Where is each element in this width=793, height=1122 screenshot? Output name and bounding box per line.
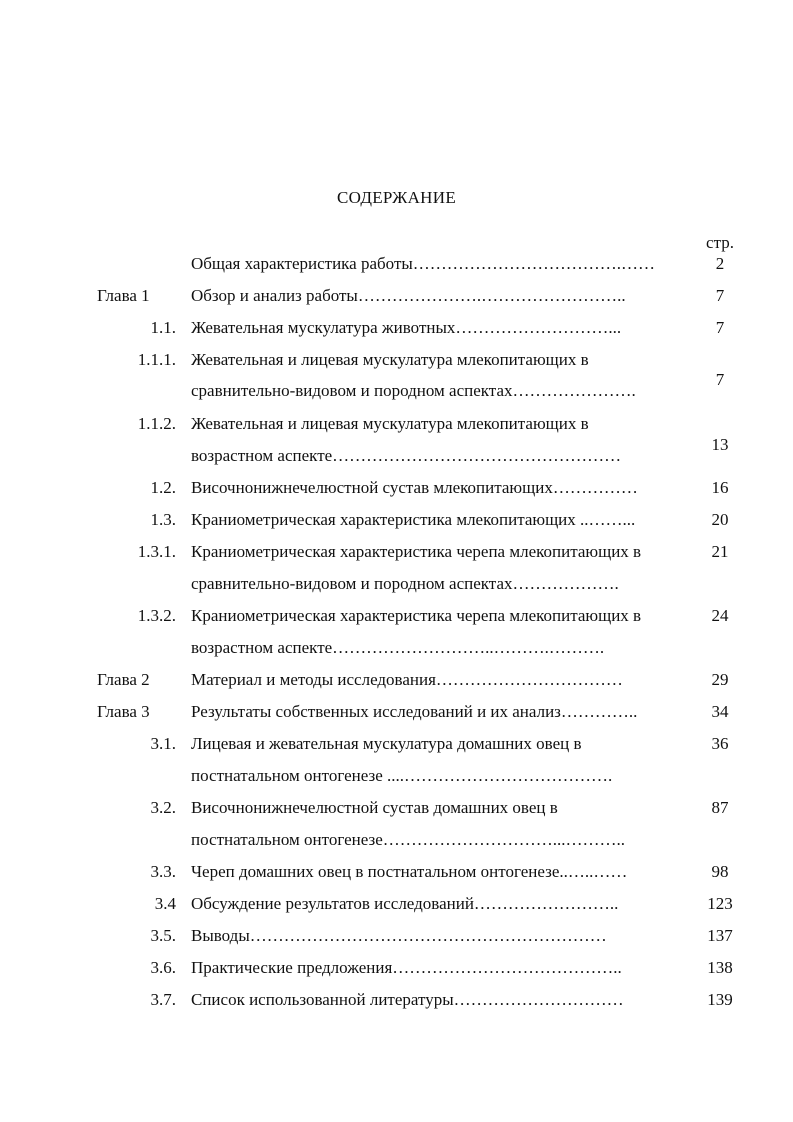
toc-entry-number: 3.5.	[150, 926, 176, 945]
toc-entry-title-continued: сравнительно-видовом и породном аспектах………………….	[191, 381, 636, 400]
toc-entry-number: 3.1.	[150, 734, 176, 753]
page-column-header: стр.	[706, 233, 734, 252]
toc-entry-number: 1.2.	[150, 478, 176, 497]
toc-entry-title-continued: постнатальном онтогенезе ....……………………………….	[191, 766, 613, 785]
toc-entry-page: 16	[711, 478, 729, 497]
toc-entry-title: Жевательная мускулатура животных………………………...	[191, 318, 622, 337]
toc-entry-page: 139	[707, 990, 733, 1009]
toc-entry-page: 34	[711, 702, 729, 721]
toc-entry-page: 138	[707, 958, 733, 977]
toc-entry-number: 1.1.	[150, 318, 176, 337]
toc-entry-number: 3.2.	[150, 798, 176, 817]
toc-entry-number: 1.3.	[150, 510, 176, 529]
toc-entry-title: Общая характеристика работы……………………………….……	[191, 254, 656, 273]
toc-entry-number: 3.3.	[150, 862, 176, 881]
toc-entry-number: 3.4	[154, 894, 176, 913]
toc-entry-page: 98	[711, 862, 729, 881]
toc-entry-number: Глава 2	[97, 670, 150, 689]
toc-entry-page: 36	[711, 734, 729, 753]
toc-entry-page: 123	[707, 894, 733, 913]
toc-entry-page: 87	[711, 798, 729, 817]
toc-entry-page: 13	[711, 435, 729, 454]
toc-entry-title-continued: возрастном аспекте……………………………………………	[191, 446, 622, 465]
toc-entry-title: Краниометрическая характеристика млекопитающих ..……...	[191, 510, 636, 529]
toc-entry-title: Жевательная и лицевая мускулатура млекопитающих в	[191, 350, 589, 369]
toc-entry-page: 20	[711, 510, 729, 529]
toc-entry-title-continued: возрастном аспекте………………………..……….……….	[191, 638, 605, 657]
toc-entry-title: Жевательная и лицевая мускулатура млекопитающих в	[191, 414, 589, 433]
toc-entry-title-continued: сравнительно-видовом и породном аспектах……………….	[191, 574, 619, 593]
toc-entry-title: Височнонижнечелюстной сустав домашних овец в	[191, 798, 558, 817]
toc-entry-title: Обсуждение результатов исследований……………………..	[191, 894, 619, 913]
toc-entry-number: 3.7.	[150, 990, 176, 1009]
toc-entry-page: 7	[715, 318, 725, 337]
toc-entry-number: 1.1.2.	[137, 414, 176, 433]
toc-entry-number: Глава 3	[97, 702, 150, 721]
toc-entry-title: Результаты собственных исследований и их анализ…………..	[191, 702, 638, 721]
toc-entry-title: Практические предложения…………………………………..	[191, 958, 622, 977]
toc-entry-page: 7	[715, 286, 725, 305]
toc-entry-title: Височнонижнечелюстной сустав млекопитающих……………	[191, 478, 638, 497]
toc-entry-page: 2	[715, 254, 725, 273]
toc-entry-title: Череп домашних овец в постнатальном онтогенезе..…..……	[191, 862, 628, 881]
toc-entry-number: Глава 1	[97, 286, 150, 305]
toc-entry-page: 29	[711, 670, 729, 689]
toc-entry-number: 1.3.1.	[137, 542, 176, 561]
toc-entry-title: Выводы………………………………………………………	[191, 926, 607, 945]
toc-entry-title: Краниометрическая характеристика черепа млекопитающих в	[191, 542, 642, 561]
toc-entry-title: Список использованной литературы…………………………	[191, 990, 624, 1009]
toc-entry-title: Материал и методы исследования……………………………	[191, 670, 623, 689]
toc-entry-page: 137	[707, 926, 733, 945]
toc-entry-number: 3.6.	[150, 958, 176, 977]
toc-entry-title-continued: постнатальном онтогенезе…………………………...………..	[191, 830, 626, 849]
toc-entry-page: 21	[711, 542, 729, 561]
toc-entry-page: 24	[711, 606, 729, 625]
toc-entry-title: Краниометрическая характеристика черепа млекопитающих в	[191, 606, 642, 625]
toc-entry-page: 7	[715, 370, 725, 389]
toc-entry-title: Обзор и анализ работы………………….……………………..	[191, 286, 626, 305]
toc-entry-title: Лицевая и жевательная мускулатура домашних овец в	[191, 734, 582, 753]
page-title: СОДЕРЖАНИЕ	[336, 188, 457, 207]
toc-entry-number: 1.1.1.	[137, 350, 176, 369]
toc-entry-number: 1.3.2.	[137, 606, 176, 625]
